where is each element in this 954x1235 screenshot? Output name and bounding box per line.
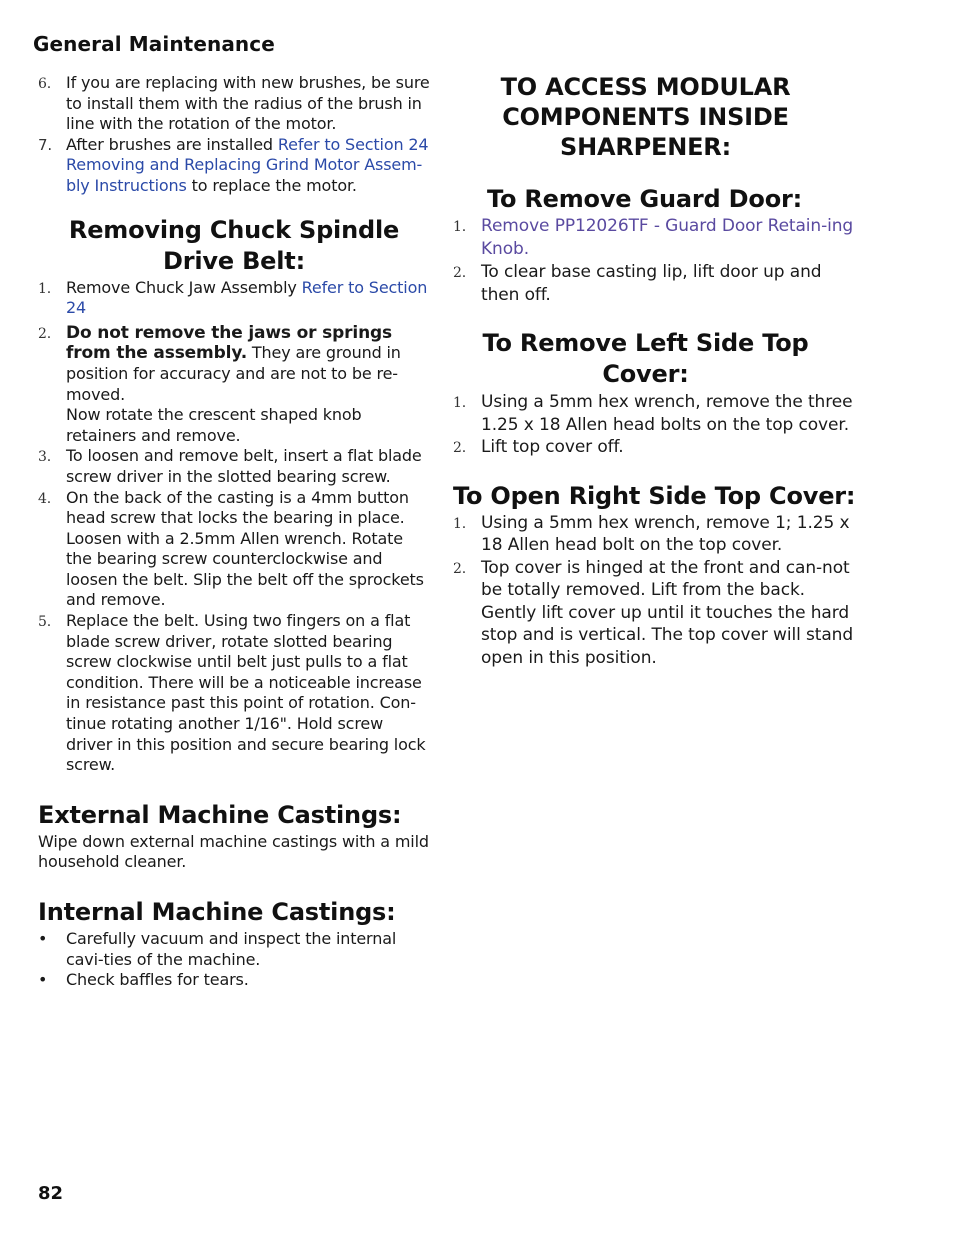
- list-number: 6.: [38, 76, 52, 92]
- warning-text: Do not remove the jaws or springs from the assembly.: [66, 322, 393, 364]
- page-number: 82: [38, 1183, 64, 1204]
- list-item-brushes-7: [38, 135, 430, 197]
- list-number: 7.: [38, 135, 53, 154]
- running-header: General Maintenance: [33, 32, 275, 56]
- list-item-right-cover: [453, 557, 858, 670]
- external-castings-heading: External Machine Castings:: [38, 800, 402, 829]
- list-item-brushes-6: [38, 73, 430, 135]
- right-column: [453, 72, 858, 669]
- section-24-reference-link[interactable]: Refer to Section 24 Removing and Replacing Grind Motor Assem-bly Instructions: [66, 134, 429, 195]
- list-text: To loosen and remove belt, insert a flat blade screw driver in the slotted bearing screw.: [66, 446, 422, 486]
- list-text: Check baffles for tears.: [66, 970, 249, 990]
- list-item-chuck-4: [38, 488, 430, 612]
- left-top-cover-heading: To Remove Left Side Top Cover:: [482, 329, 809, 388]
- list-item-left-cover: [453, 436, 858, 459]
- list-number: 1.: [453, 219, 467, 235]
- list-text: If you are replacing with new brushes, be sure to install them with the radius of the brush in line with the rotation of the motor.: [66, 73, 430, 134]
- list-text: Lift top cover off.: [481, 437, 624, 457]
- list-text: Using a 5mm hex wrench, remove 1; 1.25 x 18 Allen head bolt on the top cover.: [481, 512, 850, 555]
- chuck-belt-heading: Removing Chuck Spindle Drive Belt:: [68, 215, 400, 275]
- right-top-cover-heading: To Open Right Side Top Cover:: [453, 481, 856, 510]
- list-number: 1.: [453, 395, 467, 411]
- list-text: Using a 5mm hex wrench, remove the three 1.25 x 18 Allen head bolts on the top cover.: [481, 392, 853, 435]
- bullet-icon: •: [38, 970, 48, 990]
- bullet-item: [38, 970, 430, 991]
- list-text: Carefully vacuum and inspect the internal cavi-ties of the machine.: [66, 929, 397, 969]
- list-number: 2.: [453, 440, 467, 456]
- section-24-link[interactable]: Refer to Section 24: [66, 277, 428, 318]
- list-number: 1.: [38, 280, 52, 297]
- external-castings-text: Wipe down external machine castings with a mild household cleaner.: [38, 831, 429, 872]
- list-number: 2.: [38, 325, 52, 342]
- list-item-guard-2: [453, 261, 858, 306]
- list-item-chuck-1: [38, 278, 430, 319]
- list-text: Remove Chuck Jaw Assembly: [66, 277, 302, 297]
- list-item-chuck-2: [38, 323, 430, 447]
- list-text: Top cover is hinged at the front and can-not be totally removed. Lift from the back. Gently lift cover up until it touches the hard stop and is vertical. The top cover will stand open in this position.: [481, 557, 854, 668]
- left-column: [38, 72, 430, 991]
- guard-door-knob-link[interactable]: Remove PP12026TF - Guard Door Retain-ing Knob.: [481, 216, 854, 259]
- list-text: After brushes are installed: [66, 134, 278, 154]
- list-number: 5.: [38, 614, 52, 631]
- bullet-item: [38, 929, 430, 970]
- list-number: 2.: [453, 265, 467, 281]
- list-text: On the back of the casting is a 4mm button head screw that locks the bearing in place. Loosen with a 2.5mm Allen wrench. Rotate the bearing screw counterclockwise and loosen the belt. Slip the belt off the sprockets and remove.: [66, 487, 424, 610]
- internal-castings-heading: Internal Machine Castings:: [38, 898, 396, 926]
- list-item-right-cover: [453, 512, 858, 557]
- list-item-chuck-3: [38, 446, 430, 487]
- list-text: To clear base casting lip, lift door up and then off.: [481, 262, 822, 305]
- list-text: Replace the belt. Using two fingers on a flat blade screw driver, rotate slotted bearing screw clockwise until belt just pulls to a flat condition. There will be a noticeable increase in resistance past this point of rotation. Con-tinue rotating another 1/16". Hold screw driver in this position and secure bearing lock screw.: [66, 611, 426, 775]
- list-item-guard-1: [453, 215, 858, 260]
- guard-door-heading: To Remove Guard Door:: [486, 185, 803, 213]
- list-item-left-cover: [453, 391, 858, 436]
- list-item-chuck-5: [38, 611, 430, 776]
- bullet-icon: •: [38, 929, 48, 948]
- access-modular-heading: TO ACCESS MODULAR COMPONENTS INSIDE SHARPENER:: [500, 73, 791, 161]
- list-number: 4.: [38, 490, 52, 507]
- list-number: 2.: [453, 560, 467, 577]
- list-text: They are ground in position for accuracy and are not to be re-moved.: [66, 343, 401, 404]
- list-text-continued: Now rotate the crescent shaped knob retainers and remove.: [66, 405, 362, 445]
- list-number: 3.: [38, 449, 52, 466]
- list-number: 1.: [453, 515, 467, 532]
- list-text: to replace the motor.: [186, 175, 357, 195]
